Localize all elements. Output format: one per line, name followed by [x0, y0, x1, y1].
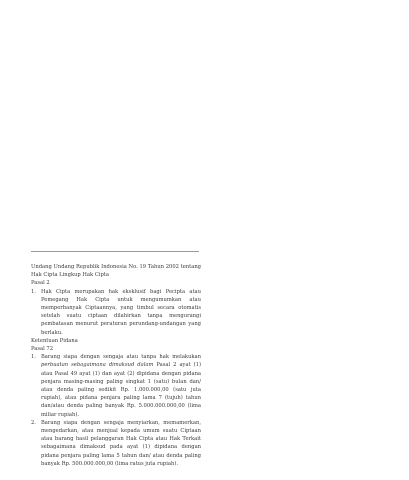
pasal-72-item-1	[31, 353, 201, 419]
copyright-notice	[31, 263, 201, 468]
item-text-part-b: Pasal 2 ayat (1) atau Pasal 49 ayat (1) dan ayat (2) dipidana dengan pidana penjara masing-masing paling singkat 1 (satu) bulan dan/ atau denda paling sedikit Rp. 1.000.000,00 (satu juta rupiah), atau pidana penjara paling lama 7 (tujuh) tahun dan/atau denda paling banyak Rp. 5.000.000.000,00 (lima miliar rupiah).	[41, 362, 202, 418]
item-number: 2.	[31, 419, 36, 426]
item-text: Hak Cipta merupakan hak eksklusif bagi Pecipta atau Pemegang Hak Cipta untuk mengumumkan atau memperbanyak Ciptaannya, yang timbul secara otomatis setelah suatu ciptaan dilahirkan tanpa mengurangi pembatasan menurut peraturan perundang-undangan yang berlaku.	[41, 288, 201, 336]
pasal-72-title: Pasal 72	[31, 346, 54, 353]
law-header: Undang Undang Republik Indonesia No. 19 Tahun 2002 tentang Hak Cipta Lingkup Hak Cipta	[31, 264, 201, 279]
item-text-part-a: Barang siapa dengan sengaja atau tanpa hak melakukan	[41, 354, 201, 361]
pasal-2-title: Pasal 2	[31, 280, 50, 287]
ketentuan-pidana-title: Ketentuan Pidana	[31, 337, 78, 344]
item-text	[41, 353, 201, 419]
item-number: 1.	[31, 354, 36, 361]
pasal-2-item-1	[31, 288, 201, 337]
horizontal-divider	[31, 251, 199, 252]
item-number: 1.	[31, 288, 36, 295]
item-text-italic: perbuatan sebagaimana dimaksud dalam	[41, 362, 154, 369]
item-text: Barang siapa dengan sengaja menyiarkan, memamerkan, mengedarkan, atau menjual kepada umum suatu Ciptaan atau barang hasil pelanggaran Hak Cipta atau Hak Terkait sebagaimana dimaksud pada ayat (1) dipidana dengan pidana penjara paling lama 5 tahun dan/ atau denda paling banyak Rp. 500.000.000,00 (lima ratus juta rupiah).	[41, 419, 201, 467]
pasal-72-item-2	[31, 419, 201, 468]
